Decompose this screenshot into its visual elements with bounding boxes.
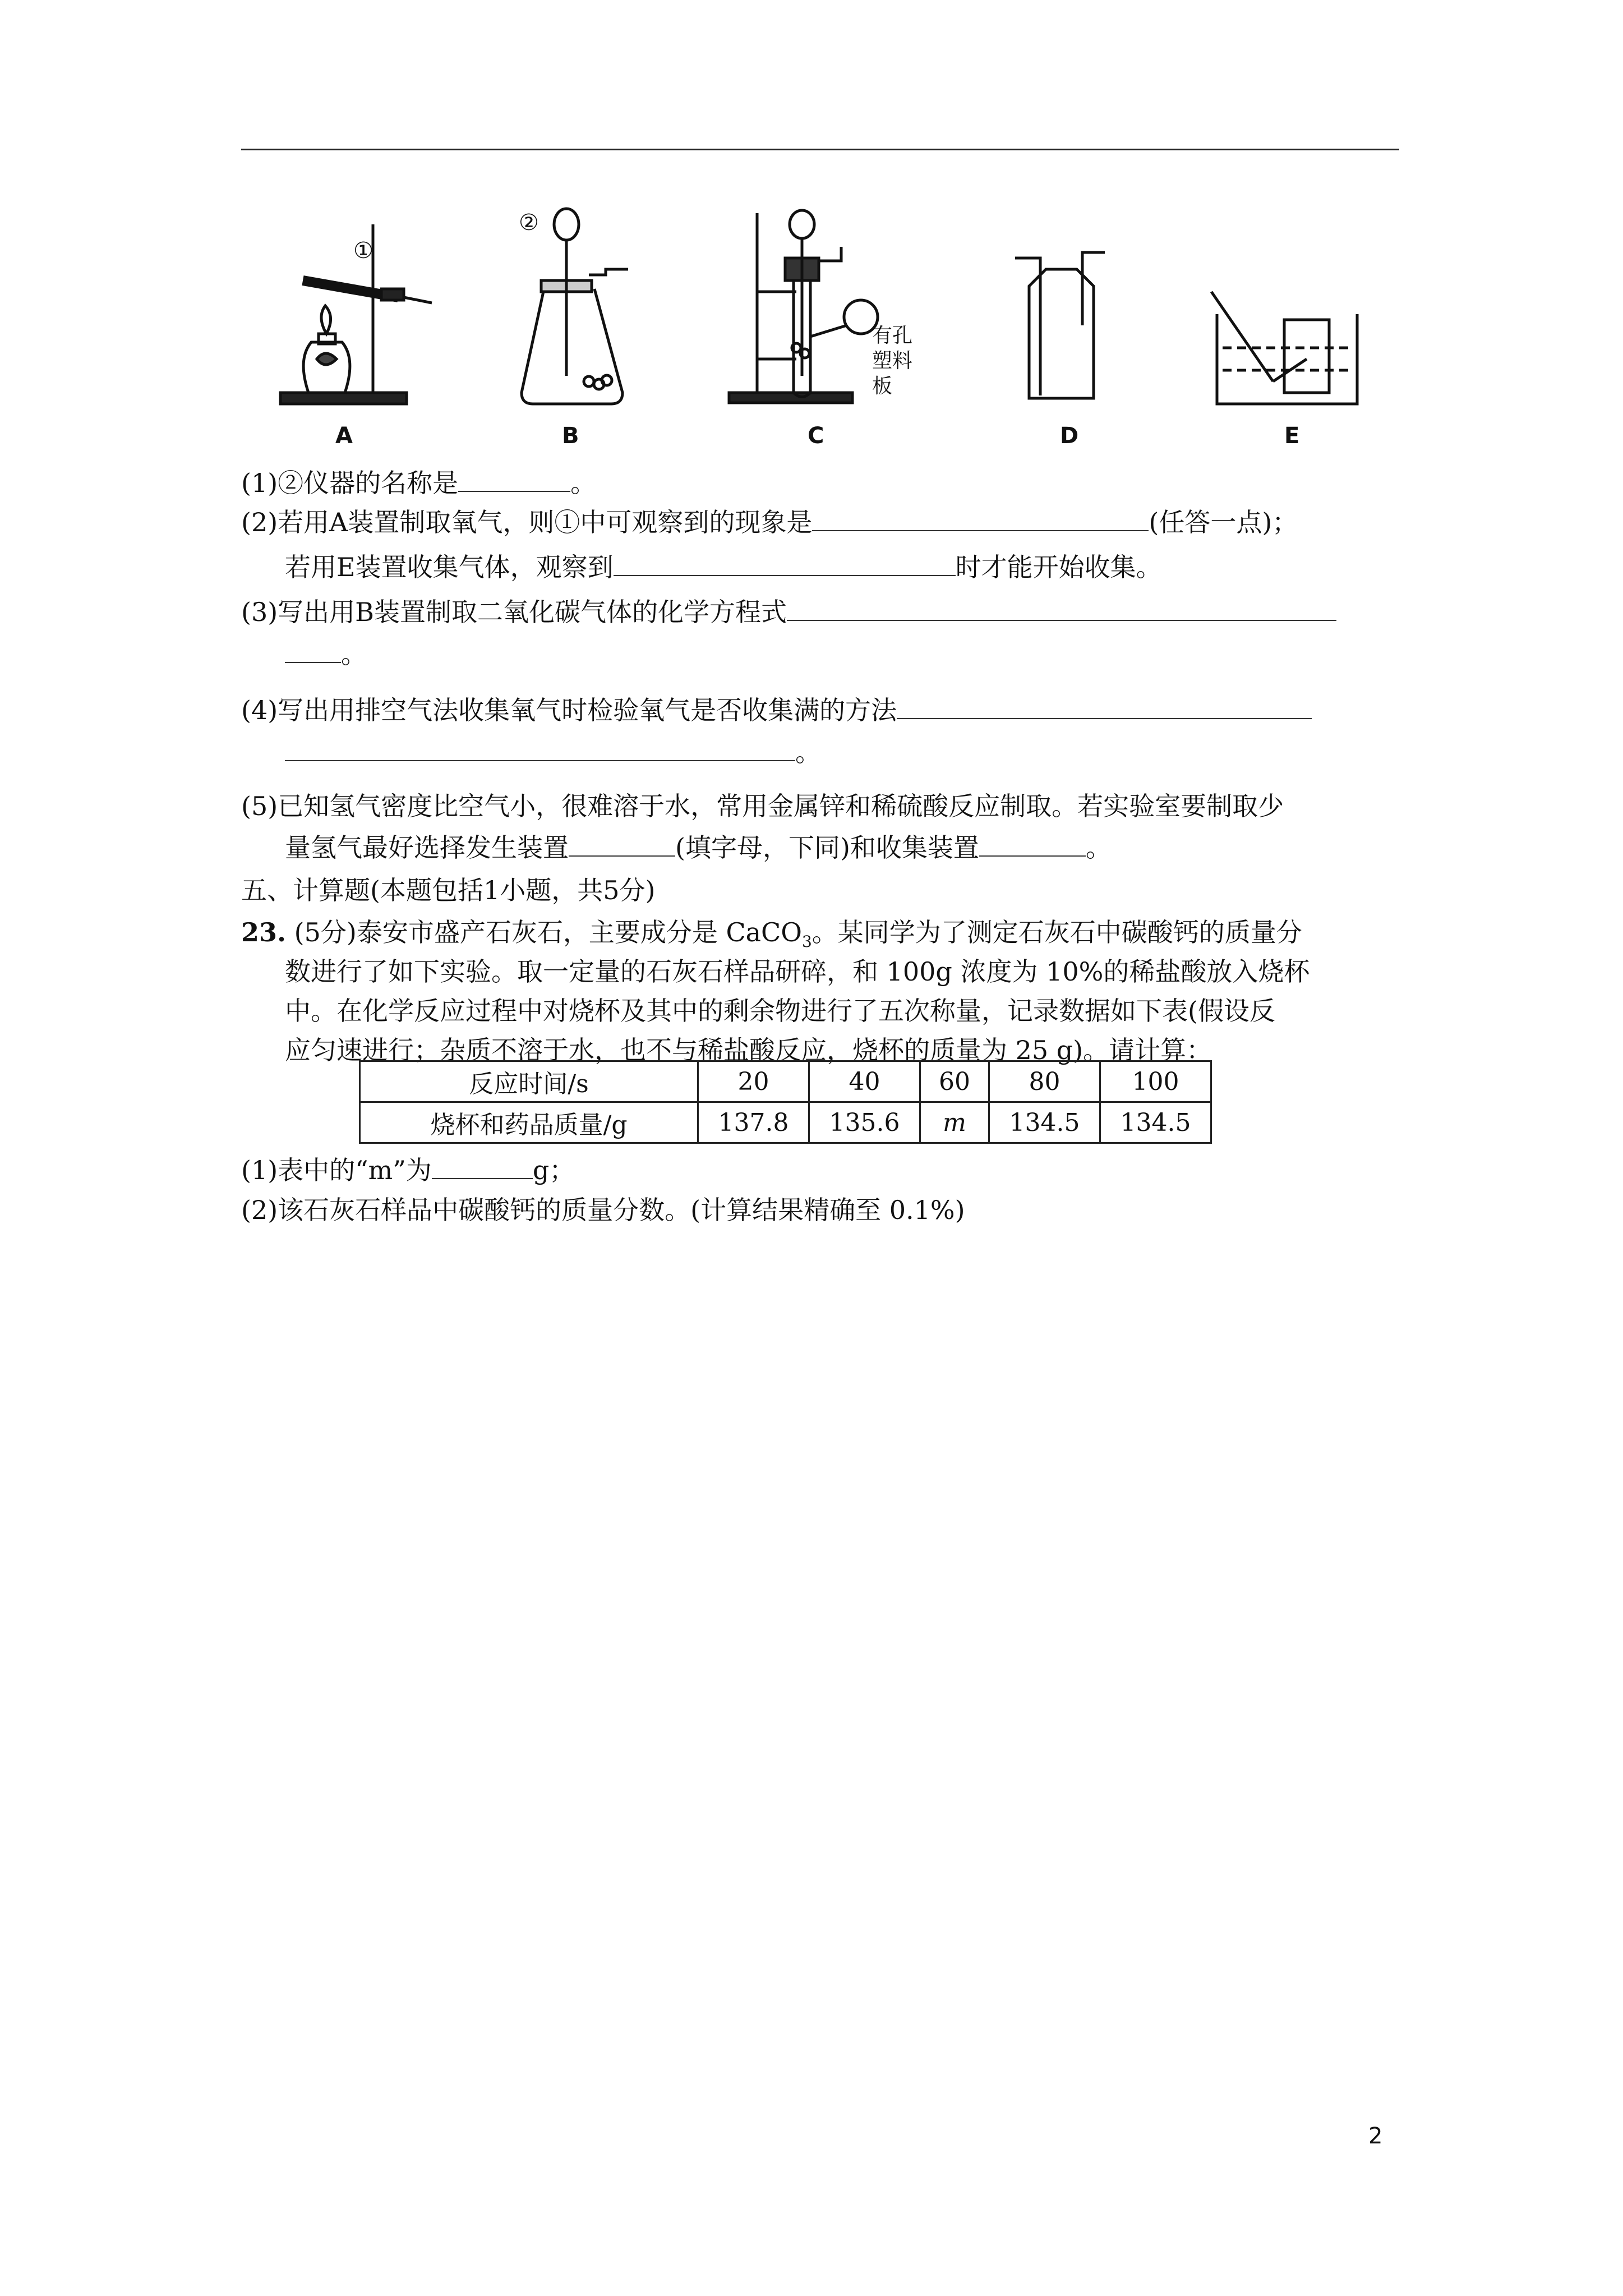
answer-blank-3b[interactable] — [285, 634, 341, 663]
label-c: C — [808, 423, 824, 449]
table-cell: 反应时间/s — [360, 1061, 698, 1102]
table-cell: 20 — [698, 1061, 809, 1102]
page-number: 2 — [1368, 2123, 1383, 2149]
label-a: A — [335, 423, 353, 449]
answer-blank-2a[interactable] — [812, 502, 1149, 531]
answer-blank-5-collector[interactable] — [979, 827, 1086, 857]
q23-sub2: (2)该石灰石样品中碳酸钙的质量分数。(计算结果精确至 0.1%) — [241, 1195, 965, 1225]
svg-text:板: 板 — [872, 375, 893, 398]
question-3b: 。 — [285, 634, 367, 672]
table-cell: 134.5 — [1100, 1102, 1211, 1143]
q23-line4: 应匀速进行；杂质不溶于水，也不与稀盐酸反应，烧杯的质量为 25 g)。请计算： — [285, 1035, 1212, 1065]
answer-blank-1[interactable] — [458, 463, 570, 492]
apparatus-drawing — [264, 191, 1419, 454]
question-5a: (5)已知氢气密度比空气小，很难溶于水，常用金属锌和稀硫酸反应制取。若实验室要制取少 — [241, 791, 1284, 821]
table-row — [360, 1102, 1211, 1143]
apparatus-e-drawing — [1211, 292, 1357, 404]
section-title: 五、计算题(本题包括1小题，共5分) — [241, 875, 656, 905]
answer-blank-2b[interactable] — [614, 547, 956, 576]
question-2a: (2)若用A装置制取氧气，则①中可观察到的现象是 (任答一点)； — [241, 502, 1298, 540]
apparatus-d-drawing — [1015, 252, 1105, 398]
answer-blank-m[interactable] — [432, 1150, 533, 1179]
label-b: B — [562, 423, 579, 449]
label-d: D — [1060, 423, 1079, 449]
svg-text:塑料: 塑料 — [872, 349, 913, 372]
q23-line1: 23. (5分)泰安市盛产石灰石，主要成分是 CaCO$_3$。某同学为了测定石灰石中碳酸钙的质量分 — [241, 917, 1302, 951]
apparatus-figure — [264, 191, 1419, 454]
label-e: E — [1284, 423, 1300, 449]
table-cell: 80 — [989, 1061, 1100, 1102]
table-cell: 100 — [1100, 1061, 1211, 1102]
apparatus-c-drawing — [729, 210, 878, 403]
apparatus-b-drawing — [519, 209, 628, 404]
table-cell: 40 — [809, 1061, 920, 1102]
q23-line2: 数进行了如下实验。取一定量的石灰石样品研碎，和 100g 浓度为 10%的稀盐酸放入烧杯 — [285, 956, 1310, 987]
question-4a: (4)写出用排空气法收集氧气时检验氧气是否收集满的方法 — [241, 690, 1312, 728]
table-cell: 60 — [920, 1061, 989, 1102]
svg-text:有孔: 有孔 — [872, 324, 913, 347]
svg-text:②: ② — [519, 210, 539, 236]
table-cell: 135.6 — [809, 1102, 920, 1143]
q23-sub1: (1)表中的“m”为 g； — [241, 1150, 575, 1188]
question-1: (1)②仪器的名称是 。 — [241, 463, 596, 501]
table-row — [360, 1061, 1211, 1102]
table-cell: 134.5 — [989, 1102, 1100, 1143]
table-cell: m — [920, 1102, 989, 1143]
answer-blank-3a[interactable] — [787, 592, 1336, 621]
svg-text:①: ① — [353, 238, 374, 264]
question-5b: 量氢气最好选择发生装置 (填字母，下同)和收集装置 。 — [285, 827, 1112, 866]
data-table — [359, 1060, 1212, 1144]
table-cell: 烧杯和药品质量/g — [360, 1102, 698, 1143]
table-cell: 137.8 — [698, 1102, 809, 1143]
question-3a: (3)写出用B装置制取二氧化碳气体的化学方程式 — [241, 592, 1336, 630]
header-rule — [241, 149, 1399, 150]
answer-blank-4a[interactable] — [897, 690, 1312, 719]
answer-blank-4b[interactable] — [285, 732, 795, 761]
answer-blank-5-generator[interactable] — [569, 827, 675, 857]
apparatus-a-drawing — [280, 224, 432, 404]
q23-line3: 中。在化学反应过程中对烧杯及其中的剩余物进行了五次称量，记录数据如下表(假设反 — [285, 996, 1275, 1026]
question-4b: 。 — [285, 732, 821, 770]
question-2b: 若用E装置收集气体，观察到 时才能开始收集。 — [285, 547, 1162, 585]
